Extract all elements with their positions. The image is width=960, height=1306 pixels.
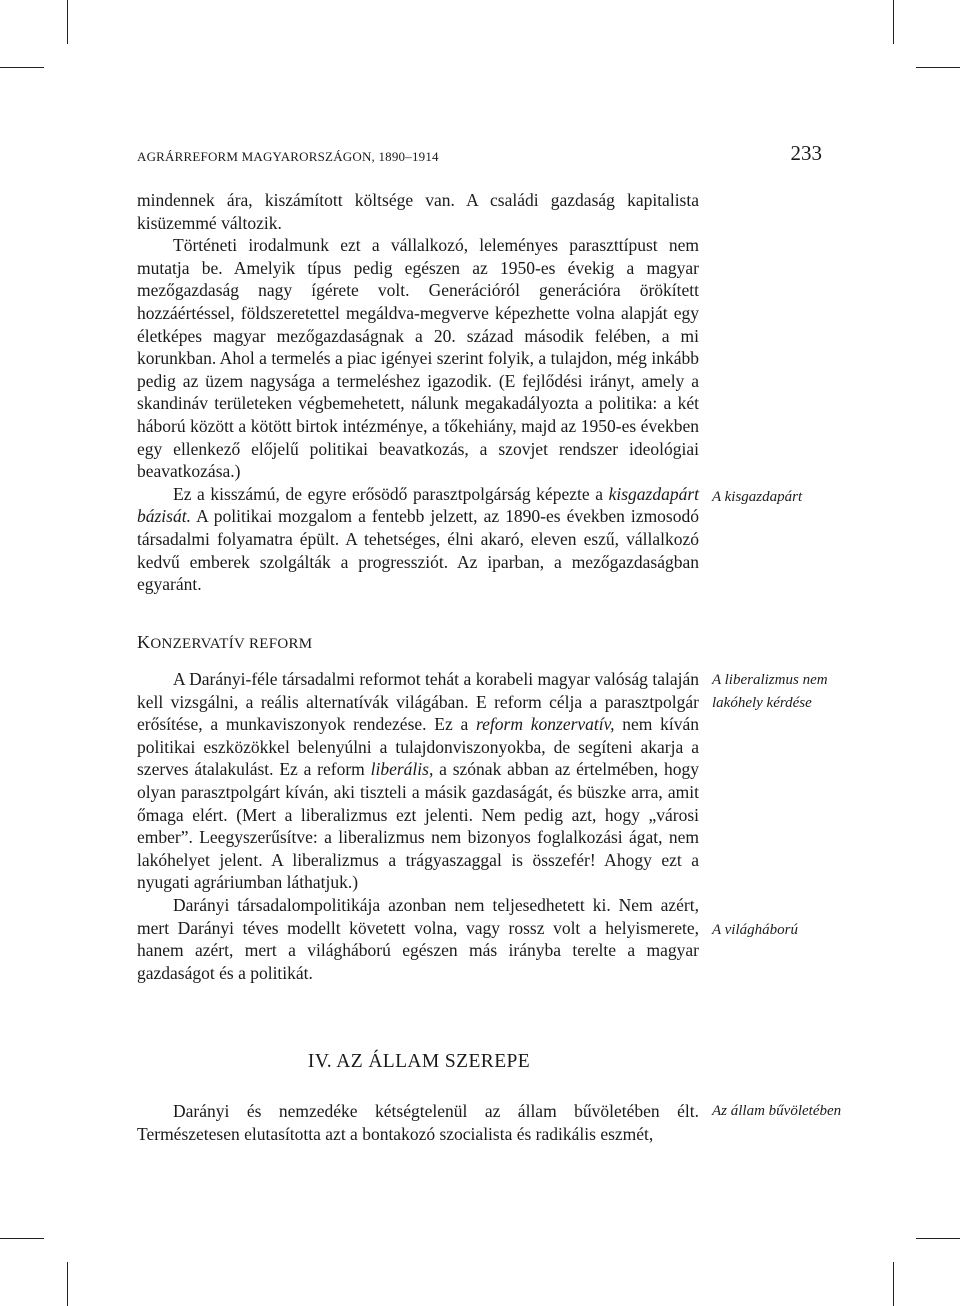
text-run: A politikai mozgalom a fentebb jelzett, az 1890-es években izmosodó társadalmi folyamatra épült. A tehetséges, élni akaró, eleven eszű, vállalkozó kedvű emberek szolgálták a progressziót. Az iparban, a mezőgazdaságban egyaránt. <box>137 506 699 595</box>
text-run: A Darányi-féle társadalmi reformot tehát a korabeli magyar valóság talaján kell vizsgálni, a reális alternatívák világában. E reform célja a parasztpolgár erősítése, a munkaviszonyok rendezése. Ez a <box>137 669 699 735</box>
paragraph <box>137 483 699 596</box>
text-run: nem kíván politikai eszközökkel belenyúlni a tulajdonviszonyokba, de segíteni akarja a szerves átalakulást. Ez a reform <box>137 714 699 780</box>
emphasis: liberális, <box>370 759 434 780</box>
chapter-heading: IV. AZ ÁLLAM SZEREPE <box>307 1051 531 1072</box>
text-run: a szónak abban az értelmében, hogy olyan parasztpolgárt kíván, aki tiszteli a másik gazdaságát, és büszke arra, amit őmaga elért. (Mert a liberalizmus ezt jelenti. Nem pedig azt, hogy „városi ember”. Leegyszerűsítve: a liberalizmus nem bizonyos foglalkozási ágat, nem lakóhelyet jelent. A liberalizmus a trágyaszaggal is összefér! Ahogy ezt a nyugati agráriumban láthatjuk.) <box>137 759 699 893</box>
margin-note-kisgazdapart: A kisgazdapárt <box>712 489 803 505</box>
emphasis: kisgazdapárt bázisát. <box>137 483 699 527</box>
paragraph: Darányi és nemzedéke kétségtelenül az állam bűvöletében élt. Természetesen elutasította azt a bontakozó szocialista és radikális eszmét, <box>137 1101 699 1144</box>
section-heading-rest: ONZERVATÍV REFORM <box>150 636 313 652</box>
crop-mark-top-left-h <box>0 67 44 68</box>
text-block-3 <box>137 1100 699 1145</box>
paragraph: mindennek ára, kiszámított költsége van. A családi gazdaság kapitalista kisüzemmé változik. <box>137 190 699 233</box>
paragraph <box>137 668 699 894</box>
margin-note-allam: Az állam bűvöletében <box>712 1103 842 1119</box>
text-run: Ez a kisszámú, de egyre erősödő parasztpolgárság képezte a <box>173 483 609 504</box>
crop-mark-top-right-h <box>916 67 960 68</box>
margin-note-vilaghaboru: A világháború <box>712 922 798 938</box>
emphasis: reform konzervatív, <box>476 714 615 735</box>
margin-note-liberalizmus: A liberalizmus nem lakóhely kérdése <box>712 672 828 711</box>
paragraph: Darányi társadalompolitikája azonban nem teljesedhetett ki. Nem azért, mert Darányi téves modellt követett volna, vagy rossz volt a helyismerete, hanem azért, mert a világháború egészen más irányba terelte a magyar gazdaságot és a politikát. <box>137 894 699 983</box>
running-head: AGRÁRREFORM MAGYARORSZÁGON, 1890–1914 <box>137 149 439 164</box>
crop-mark-bottom-right-h <box>916 1238 960 1239</box>
crop-mark-bottom-right <box>893 1262 894 1306</box>
page-number: 233 <box>790 141 822 165</box>
text-block-2 <box>137 668 699 984</box>
crop-mark-top-left <box>67 0 68 44</box>
paragraph: Történeti irodalmunk ezt a vállalkozó, leleményes paraszttípust nem mutatja be. Amelyik típus pedig egészen az 1950-es évekig a magyar mezőgazdaság nagy ígérete volt. Generációról generációra örökített hozzáértéssel, földszeretettel megáldva-megverve képezhette volna alapját egy életképes magyar mezőgazdaságnak a 20. század második felében, a mi korunkban. Ahol a termelés a piac igényei szerint folyik, a tulajdon, még inkább pedig az üzem nagysága a termeléshez igazodik. (E fejlődési irányt, amely a skandináv területeken végbemehetett, nálunk megakadályozta a politika: a két háború között a kötött birtok intézménye, a tőkehiány, majd az 1950-es években egy ellenkező előjelű politikai beavatkozás, a szovjet rendszer ideológiai beavatkozása.) <box>137 235 699 482</box>
crop-mark-bottom-left-h <box>0 1238 44 1239</box>
text-block-1 <box>137 189 699 596</box>
section-heading-initial: K <box>137 632 151 652</box>
section-heading <box>137 632 312 653</box>
crop-mark-bottom-left <box>67 1262 68 1306</box>
crop-mark-top-right <box>893 0 894 44</box>
